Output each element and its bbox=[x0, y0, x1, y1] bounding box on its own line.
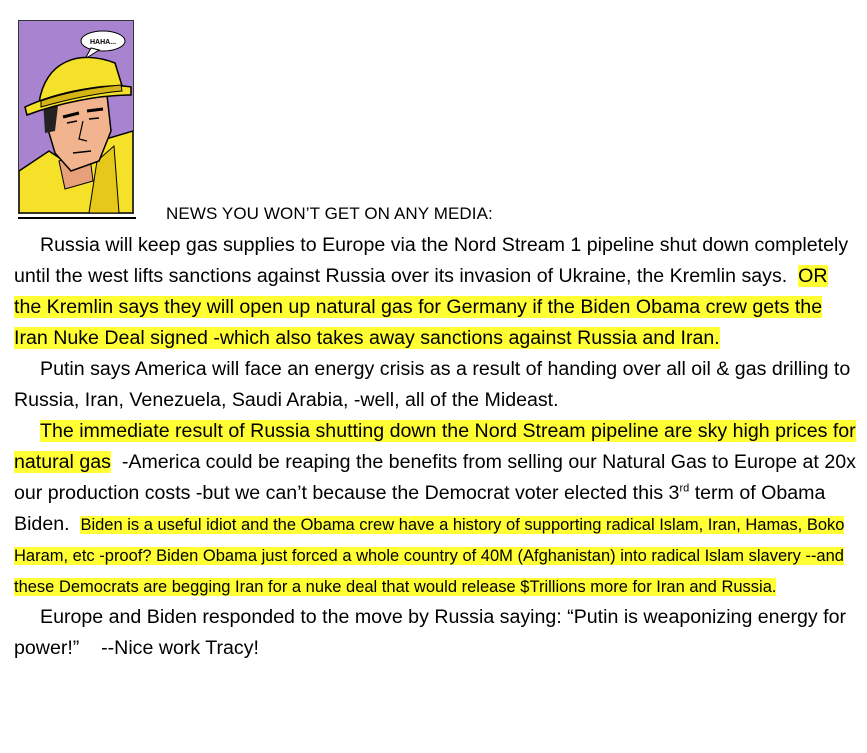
paragraph-2 bbox=[14, 354, 860, 416]
p3-small-highlight: Biden is a useful idiot and the Obama crew have a history of supporting radical Islam, Iran, Hamas, Boko Haram, etc -proof? Biden Obama just forced a whole country of 40M (Afghanistan) into radical Islam slavery --and these Democrats are begging Iran for a nuke deal that would release $Trillions more for Iran and Russia. bbox=[14, 516, 845, 596]
p4-text-a: Europe and Biden responded to the move by Russia saying: “Putin is weaponizing energy for power!” bbox=[14, 606, 847, 659]
p2-text: Putin says America will face an energy crisis as a result of handing over all oil & gas drilling to Russia, Iran, Venezuela, Saudi Arabia, -well, all of the Mideast. bbox=[14, 358, 851, 411]
detective-illustration bbox=[19, 21, 133, 213]
p3-text-b: term of Obama Biden. bbox=[14, 482, 826, 535]
p3-highlight: The immediate result of Russia shutting down the Nord Stream pipeline are sky high prices for natural gas bbox=[14, 420, 856, 473]
comic-underline bbox=[18, 217, 136, 219]
p3-sup: rd bbox=[679, 482, 690, 495]
p1-text: Russia will keep gas supplies to Europe via the Nord Stream 1 pipeline shut down completely until the west lifts sanctions against Russia over its invasion of Ukraine, the Kremlin says. bbox=[14, 234, 849, 287]
p4-text-b: --Nice work Tracy! bbox=[101, 637, 259, 659]
comic-panel bbox=[18, 20, 134, 214]
p3-text-a: -America could be reaping the benefits from selling our Natural Gas to Europe at 20x our production costs -but we can’t because the Democrat voter elected this 3 bbox=[14, 451, 856, 504]
news-header: NEWS YOU WON’T GET ON ANY MEDIA: bbox=[166, 204, 493, 223]
comic-image bbox=[18, 20, 134, 214]
paragraph-1 bbox=[14, 230, 860, 354]
paragraph-3 bbox=[14, 416, 860, 602]
paragraph-4 bbox=[14, 602, 860, 664]
article-body bbox=[14, 230, 860, 664]
speech-bubble-text: HAHA... bbox=[89, 39, 117, 46]
p1-highlight: OR the Kremlin says they will open up natural gas for Germany if the Biden Obama crew gets the Iran Nuke Deal signed -which also takes away sanctions against Russia and Iran. bbox=[14, 265, 828, 349]
